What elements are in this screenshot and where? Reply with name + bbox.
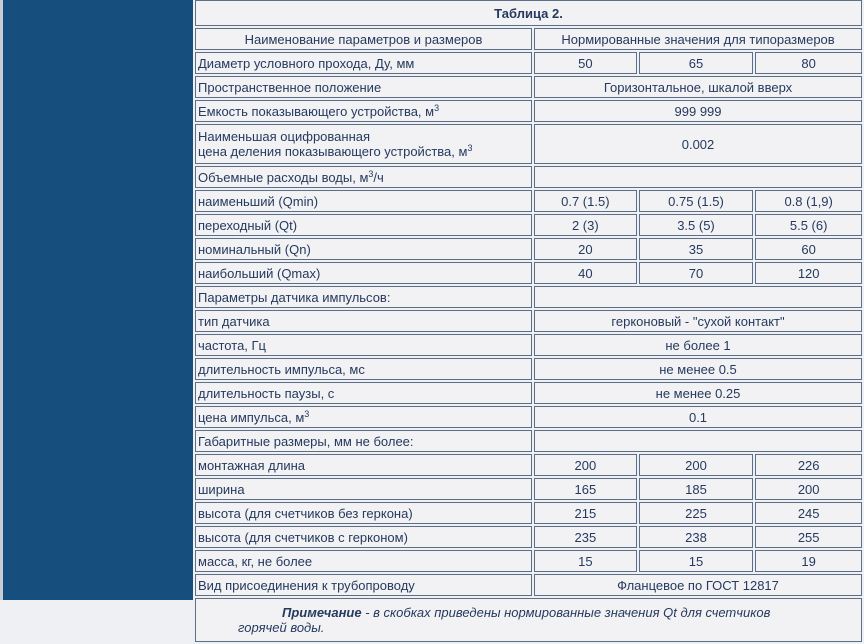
cell-value: 80 bbox=[755, 52, 862, 74]
table-title-row bbox=[195, 0, 862, 26]
cell-value: 19 bbox=[755, 550, 862, 572]
row-label bbox=[195, 166, 532, 188]
cell-value: 120 bbox=[755, 262, 862, 284]
cell-value: 50 bbox=[534, 52, 637, 74]
row-label: высота (для счетчиков без геркона) bbox=[195, 502, 532, 524]
table-row bbox=[195, 526, 862, 548]
table-row bbox=[195, 382, 862, 404]
cell-value: 15 bbox=[534, 550, 637, 572]
row-label: тип датчика bbox=[195, 310, 532, 332]
cell-value: 999 999 bbox=[534, 100, 862, 122]
cell-value: 0.002 bbox=[534, 124, 862, 164]
cell-value: 0.7 (1.5) bbox=[534, 190, 637, 212]
table-row bbox=[195, 166, 862, 188]
cell-value: 70 bbox=[639, 262, 754, 284]
cell-value: 215 bbox=[534, 502, 637, 524]
cell-value: 185 bbox=[639, 478, 754, 500]
cell-value: 225 bbox=[639, 502, 754, 524]
row-label: номинальный (Qn) bbox=[195, 238, 532, 260]
table-title: Таблица 2. bbox=[195, 0, 862, 26]
label-text: цена деления показывающего устройства, м bbox=[198, 144, 468, 159]
row-label: длительность паузы, с bbox=[195, 382, 532, 404]
cell-value: 60 bbox=[755, 238, 862, 260]
row-label: Габаритные размеры, мм не более: bbox=[195, 430, 532, 452]
table-row bbox=[195, 574, 862, 596]
row-label: высота (для счетчиков с герконом) bbox=[195, 526, 532, 548]
cell-empty bbox=[534, 430, 862, 452]
label-text: Объемные расходы воды, м bbox=[198, 169, 369, 185]
row-label bbox=[195, 406, 532, 428]
note bbox=[195, 598, 862, 642]
cell-empty bbox=[534, 166, 862, 188]
table-row bbox=[195, 124, 862, 164]
table-row bbox=[195, 100, 862, 122]
label-text: Емкость показывающего устройства, м bbox=[198, 103, 435, 119]
cell-value: не менее 0.25 bbox=[534, 382, 862, 404]
superscript: 3 bbox=[434, 102, 440, 113]
row-label: наименьший (Qmin) bbox=[195, 190, 532, 212]
label-text: Наименьшая оцифрованная bbox=[198, 129, 371, 144]
cell-value: 0.8 (1,9) bbox=[755, 190, 862, 212]
cell-value: 5.5 (6) bbox=[755, 214, 862, 236]
cell-value: герконовый - "сухой контакт" bbox=[534, 310, 862, 332]
sidebar bbox=[0, 0, 193, 600]
cell-value: 40 bbox=[534, 262, 637, 284]
header-values: Нормированные значения для типоразмеров bbox=[534, 28, 862, 50]
table-row bbox=[195, 310, 862, 332]
cell-value: 20 bbox=[534, 238, 637, 260]
cell-value: 0.1 bbox=[534, 406, 862, 428]
row-label bbox=[195, 100, 532, 122]
superscript: 3 bbox=[467, 143, 473, 153]
row-label: длительность импульса, мс bbox=[195, 358, 532, 380]
table-row bbox=[195, 478, 862, 500]
cell-value: 226 bbox=[755, 454, 862, 476]
table-header-row bbox=[195, 28, 862, 50]
table-row bbox=[195, 358, 862, 380]
row-label: частота, Гц bbox=[195, 334, 532, 356]
cell-value: не более 1 bbox=[534, 334, 862, 356]
row-label: ширина bbox=[195, 478, 532, 500]
cell-value: 165 bbox=[534, 478, 637, 500]
table-row bbox=[195, 334, 862, 356]
row-label: Вид присоединения к трубопроводу bbox=[195, 574, 532, 596]
header-param: Наименование параметров и размеров bbox=[195, 28, 532, 50]
row-label: наибольший (Qmax) bbox=[195, 262, 532, 284]
cell-value: 235 bbox=[534, 526, 637, 548]
cell-value: 15 bbox=[639, 550, 754, 572]
label-text: цена импульса, м bbox=[198, 409, 305, 425]
cell-value: 35 bbox=[639, 238, 754, 260]
cell-value: 245 bbox=[755, 502, 862, 524]
content-area bbox=[193, 0, 864, 635]
cell-value: Горизонтальное, шкалой вверх bbox=[534, 76, 862, 98]
cell-value: 3.5 (5) bbox=[639, 214, 754, 236]
table-row bbox=[195, 406, 862, 428]
row-label: Диаметр условного прохода, Ду, мм bbox=[195, 52, 532, 74]
cell-value: 0.75 (1.5) bbox=[639, 190, 754, 212]
row-label: масса, кг, не более bbox=[195, 550, 532, 572]
cell-value: Фланцевое по ГОСТ 12817 bbox=[534, 574, 862, 596]
cell-value: 65 bbox=[639, 52, 754, 74]
spec-table bbox=[193, 0, 864, 644]
cell-value: 200 bbox=[755, 478, 862, 500]
cell-empty bbox=[534, 286, 862, 308]
table-row bbox=[195, 76, 862, 98]
superscript: 3 bbox=[304, 408, 310, 419]
cell-value: 255 bbox=[755, 526, 862, 548]
row-label: монтажная длина bbox=[195, 454, 532, 476]
table-row bbox=[195, 454, 862, 476]
table-row bbox=[195, 214, 862, 236]
note-row bbox=[195, 598, 862, 642]
table-row bbox=[195, 190, 862, 212]
row-label: переходный (Qt) bbox=[195, 214, 532, 236]
cell-value: 238 bbox=[639, 526, 754, 548]
table-row bbox=[195, 238, 862, 260]
note-text: - в скобках приведены нормированные значения Qt для счетчиков bbox=[361, 605, 771, 620]
note-text-line2: горячей воды. bbox=[238, 620, 325, 635]
cell-value: не менее 0.5 bbox=[534, 358, 862, 380]
table-row bbox=[195, 550, 862, 572]
cell-value: 200 bbox=[639, 454, 754, 476]
table-row bbox=[195, 502, 862, 524]
note-label: Примечание bbox=[282, 605, 362, 620]
row-label: Параметры датчика импульсов: bbox=[195, 286, 532, 308]
table-row bbox=[195, 430, 862, 452]
row-label bbox=[195, 124, 532, 164]
table-row bbox=[195, 52, 862, 74]
superscript: 3 bbox=[368, 168, 374, 179]
row-label: Пространственное положение bbox=[195, 76, 532, 98]
table-row bbox=[195, 262, 862, 284]
cell-value: 200 bbox=[534, 454, 637, 476]
table-row bbox=[195, 286, 862, 308]
cell-value: 2 (3) bbox=[534, 214, 637, 236]
label-suffix: /ч bbox=[373, 169, 384, 185]
